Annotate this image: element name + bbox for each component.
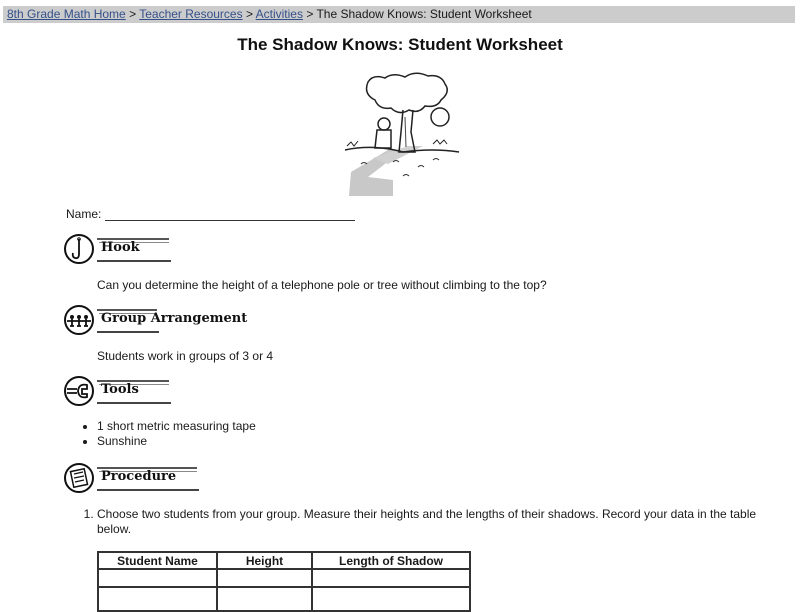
section-title-tools: Tools <box>101 382 139 397</box>
section-title-procedure: Procedure <box>101 469 177 484</box>
breadcrumb-separator: > <box>245 7 253 21</box>
hook-text: Can you determine the height of a telephone pole or tree without climbing to the top? <box>97 278 547 292</box>
table-cell[interactable] <box>312 569 470 587</box>
table-cell[interactable] <box>217 569 312 587</box>
table-cell[interactable] <box>98 569 217 587</box>
tools-list-item: • Sunshine <box>97 434 256 449</box>
column-header-length-of-shadow: Length of Shadow <box>312 552 470 569</box>
column-header-student-name: Student Name <box>98 552 217 569</box>
name-label: Name: <box>66 207 102 221</box>
table-cell[interactable] <box>98 587 217 611</box>
breadcrumb-separator: > <box>129 7 137 21</box>
table-row <box>98 569 470 587</box>
tree-sun-shadow-illustration <box>333 72 463 198</box>
table-cell[interactable] <box>312 587 470 611</box>
procedure-steps <box>80 507 757 537</box>
name-field <box>66 207 355 221</box>
section-title-group-arrangement: Group Arrangement <box>101 311 248 326</box>
column-header-height: Height <box>217 552 312 569</box>
breadcrumb <box>3 6 795 23</box>
name-blank-line[interactable] <box>105 208 355 221</box>
table-row <box>98 587 470 611</box>
data-table <box>97 551 471 612</box>
breadcrumb-link-activities[interactable]: Activities <box>255 7 303 21</box>
breadcrumb-link-home[interactable]: 8th Grade Math Home <box>7 7 126 21</box>
breadcrumb-link-teacher-resources[interactable]: Teacher Resources <box>139 7 243 21</box>
breadcrumb-current: The Shadow Knows: Student Worksheet <box>316 7 532 21</box>
page-title: The Shadow Knows: Student Worksheet <box>237 35 563 54</box>
tools-list <box>80 419 256 449</box>
section-title-hook: Hook <box>101 240 140 255</box>
table-header-row <box>98 552 470 569</box>
procedure-step: 1. Choose two students from your group. Measure their heights and the lengths of their shadows. Record your data in the table below. <box>97 507 757 537</box>
group-text: Students work in groups of 3 or 4 <box>97 349 274 363</box>
table-cell[interactable] <box>217 587 312 611</box>
breadcrumb-separator: > <box>306 7 314 21</box>
tools-list-item: • 1 short metric measuring tape <box>97 419 256 434</box>
